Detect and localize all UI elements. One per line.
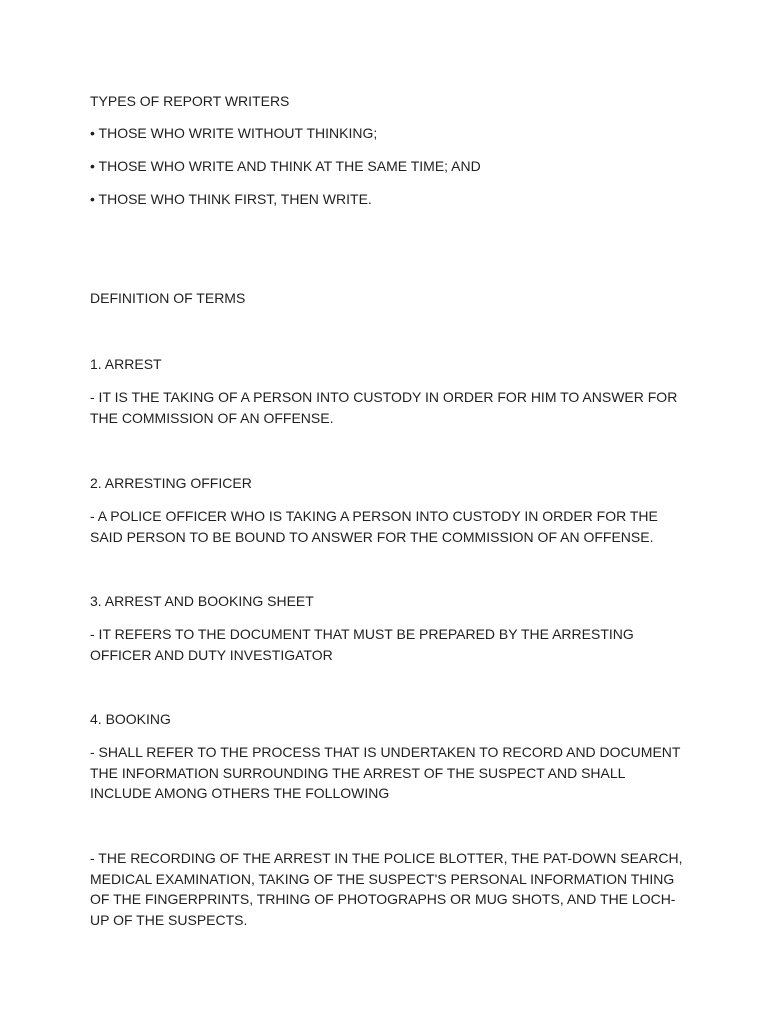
term-definition: - IT IS THE TAKING OF A PERSON INTO CUSTODY IN ORDER FOR HIM TO ANSWER FOR THE COMMISSION OF AN OFFENSE. [90, 389, 678, 426]
types-heading: TYPES OF REPORT WRITERS [90, 93, 290, 109]
booking-details: - THE RECORDING OF THE ARREST IN THE POLICE BLOTTER, THE PAT-DOWN SEARCH, MEDICAL EXAMINATION, TAKING OF THE SUSPECT'S PERSONAL INFORMATION THING OF THE FINGERPRINTS, TRHING OF PHOTOGRAPHS OR MUG SHOTS, AND THE LOCH-UP OF THE SUSPECTS. [90, 850, 683, 928]
term-definition: - SHALL REFER TO THE PROCESS THAT IS UNDERTAKEN TO RECORD AND DOCUMENT THE INFORMATION SURROUNDING THE ARREST OF THE SUSPECT AND SHALL INCLUDE AMONG OTHERS THE FOLLOWING [90, 744, 681, 801]
types-item: • THOSE WHO WRITE AND THINK AT THE SAME TIME; AND [90, 158, 481, 174]
term-title: 3. ARREST AND BOOKING SHEET [90, 593, 314, 609]
term-definition: - A POLICE OFFICER WHO IS TAKING A PERSON INTO CUSTODY IN ORDER FOR THE SAID PERSON TO BE BOUND TO ANSWER FOR THE COMMISSION OF AN OFFENSE. [90, 508, 658, 545]
types-item: • THOSE WHO THINK FIRST, THEN WRITE. [90, 191, 372, 207]
types-item: • THOSE WHO WRITE WITHOUT THINKING; [90, 125, 378, 141]
term-title: 2. ARRESTING OFFICER [90, 475, 252, 491]
term-definition: - IT REFERS TO THE DOCUMENT THAT MUST BE PREPARED BY THE ARRESTING OFFICER AND DUTY INVESTIGATOR [90, 626, 634, 663]
term-title: 1. ARREST [90, 356, 162, 372]
term-title: 4. BOOKING [90, 711, 171, 727]
definitions-heading: DEFINITION OF TERMS [90, 290, 246, 306]
